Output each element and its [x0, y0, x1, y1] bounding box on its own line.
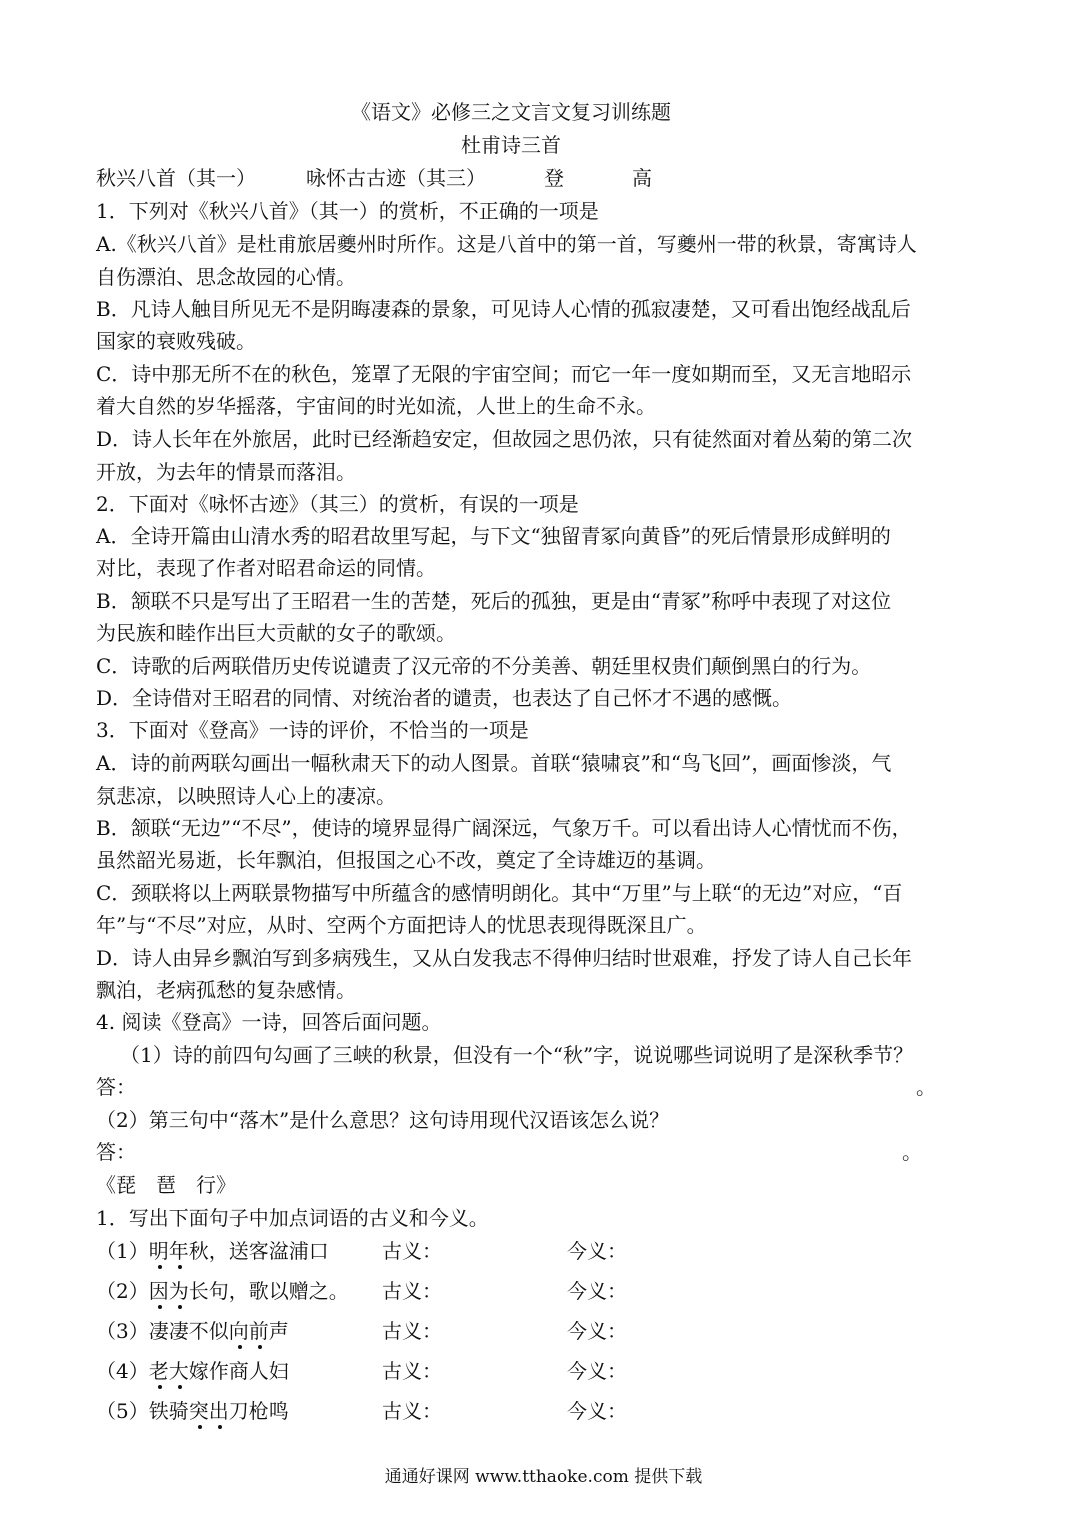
poem-title-1: 秋兴八首（其一）: [96, 166, 256, 190]
emphasis-dot: [238, 1345, 242, 1349]
q1-option-b-line1: B．凡诗人触目所见无不是阴晦凄森的景象，可见诗人心情的孤寂凄楚，又可看出饱经战乱后: [96, 297, 911, 321]
gu-yi-label: 古义：: [382, 1399, 442, 1423]
page-footer: 通通好课网 www.tthaoke.com 提供下载: [384, 1467, 703, 1487]
answer-end-mark: 。: [916, 1075, 936, 1099]
answer-end-mark: 。: [902, 1140, 922, 1164]
question-1-stem: 1．下列对《秋兴八首》（其一）的赏析，不正确的一项是: [96, 199, 599, 223]
jin-yi-label: 今义：: [567, 1359, 627, 1383]
emphasis-dot: [198, 1425, 202, 1429]
q4-answer-line-2: [96, 1140, 996, 1164]
gu-yi-label: 古义：: [382, 1279, 442, 1303]
poem-title-2: 咏怀古古迹（其三）: [306, 166, 486, 190]
q4-answer-line-1: [96, 1075, 996, 1099]
q3-option-b-line1: B．颔联“无边”“不尽”，使诗的境界显得广阔深远，气象万千。可以看出诗人心情忧而不伤，: [96, 816, 912, 840]
q3-option-d-line2: 飘泊，老病孤愁的复杂感情。: [96, 978, 356, 1002]
q1-option-d-line1: D．诗人长年在外旅居，此时已经渐趋安定，但故园之思仍浓，只有徒然面对着丛菊的第二次: [96, 427, 913, 451]
q3-option-a-line1: A．诗的前两联勾画出一幅秋肃天下的动人图景。首联“猿啸哀”和“鸟飞回”，画面惨淡，气: [96, 751, 892, 775]
q2-option-b-line1: B．颔联不只是写出了王昭君一生的苦楚，死后的孤独，更是由“青冢”称呼中表现了对这位: [96, 589, 892, 613]
q2-option-a-line2: 对比，表现了作者对昭君命运的同情。: [96, 556, 436, 580]
emphasis-dot: [178, 1385, 182, 1389]
jin-yi-label: 今义：: [567, 1399, 627, 1423]
q3-option-d-line1: D．诗人由异乡飘泊写到多病残生，又从白发我志不得伸归结时世艰难，抒发了诗人自己长年: [96, 946, 913, 970]
q1-option-c-line1: C．诗中那无所不在的秋色，笼罩了无限的宇宙空间；而它一年一度如期而至，又无言地昭示: [96, 362, 912, 386]
emphasis-dot: [258, 1345, 262, 1349]
emphasis-dot: [218, 1425, 222, 1429]
pipa-item-text: （5）铁骑突出刀枪鸣: [96, 1399, 289, 1423]
emphasis-dot: [158, 1385, 162, 1389]
emphasis-dot: [158, 1305, 162, 1309]
answer-label: 答：: [96, 1140, 136, 1164]
question-3-stem: 3．下面对《登高》一诗的评价，不恰当的一项是: [96, 718, 529, 742]
q2-option-c: C．诗歌的后两联借历史传说谴责了汉元帝的不分美善、朝廷里权贵们颠倒黑白的行为。: [96, 654, 872, 678]
emphasis-dot: [158, 1265, 162, 1269]
jin-yi-label: 今义：: [567, 1319, 627, 1343]
pipa-item-row: [96, 1399, 996, 1423]
gu-yi-label: 古义：: [382, 1239, 442, 1263]
pipa-item-text: （4）老大嫁作商人妇: [96, 1359, 289, 1383]
pipa-item-text: （1）明年秋，送客湓浦口: [96, 1239, 329, 1263]
poem-title-3a: 登: [544, 166, 564, 190]
pipa-item-row: [96, 1239, 996, 1263]
answer-label: 答：: [96, 1075, 136, 1099]
pipa-item-row: [96, 1279, 996, 1303]
q3-option-c-line2: 年”与“不尽”对应，从时、空两个方面把诗人的忧思表现得既深且广。: [96, 913, 707, 937]
emphasis-dot: [178, 1305, 182, 1309]
q3-option-c-line1: C．颈联将以上两联景物描写中所蕴含的感情明朗化。其中“万里”与上联“的无边”对应，“百: [96, 881, 903, 905]
q1-option-d-line2: 开放，为去年的情景而落泪。: [96, 460, 356, 484]
pipa-item-row: [96, 1319, 996, 1343]
pipa-question-stem: 1．写出下面句子中加点词语的古义和今义。: [96, 1206, 489, 1230]
jin-yi-label: 今义：: [567, 1279, 627, 1303]
emphasis-dot: [178, 1265, 182, 1269]
q1-option-a-line1: A.《秋兴八首》是杜甫旅居夔州时所作。这是八首中的第一首，写夔州一带的秋景，寄寓诗人: [96, 232, 917, 256]
question-4-stem: 4. 阅读《登高》一诗，回答后面问题。: [96, 1010, 442, 1034]
document-subtitle: 杜甫诗三首: [461, 133, 561, 157]
q1-option-a-line2: 自伤漂泊、思念故园的心情。: [96, 265, 356, 289]
jin-yi-label: 今义：: [567, 1239, 627, 1263]
q2-option-d: D．全诗借对王昭君的同情、对统治者的谴责，也表达了自己怀才不遇的感慨。: [96, 686, 793, 710]
pipa-item-text: （3）凄凄不似向前声: [96, 1319, 289, 1343]
gu-yi-label: 古义：: [382, 1319, 442, 1343]
question-2-stem: 2．下面对《咏怀古迹》（其三）的赏析，有误的一项是: [96, 492, 579, 516]
gu-yi-label: 古义：: [382, 1359, 442, 1383]
q1-option-b-line2: 国家的衰败残破。: [96, 329, 256, 353]
document-title: 《语文》必修三之文言文复习训练题: [351, 100, 671, 124]
q4-sub-question-2: （2）第三句中“落木”是什么意思？这句诗用现代汉语该怎么说？: [96, 1108, 670, 1132]
pipa-item-row: [96, 1359, 996, 1383]
q3-option-b-line2: 虽然韶光易逝，长年飘泊，但报国之心不改，奠定了全诗雄迈的基调。: [96, 848, 716, 872]
pipa-item-text: （2）因为长句，歌以赠之。: [96, 1279, 349, 1303]
q1-option-c-line2: 着大自然的岁华摇落，宇宙间的时光如流，人世上的生命不永。: [96, 394, 656, 418]
poem-title-3b: 高: [632, 166, 652, 190]
q3-option-a-line2: 氛悲凉，以映照诗人心上的凄凉。: [96, 784, 396, 808]
q4-sub-question-1: （1）诗的前四句勾画了三峡的秋景，但没有一个“秋”字，说说哪些词说明了是深秋季节？: [120, 1043, 914, 1067]
q2-option-b-line2: 为民族和睦作出巨大贡献的女子的歌颂。: [96, 621, 456, 645]
q2-option-a-line1: A．全诗开篇由山清水秀的昭君故里写起，与下文“独留青冢向黄昏”的死后情景形成鲜明的: [96, 524, 891, 548]
section-title-pipa: 《琵 琶 行》: [96, 1173, 236, 1197]
